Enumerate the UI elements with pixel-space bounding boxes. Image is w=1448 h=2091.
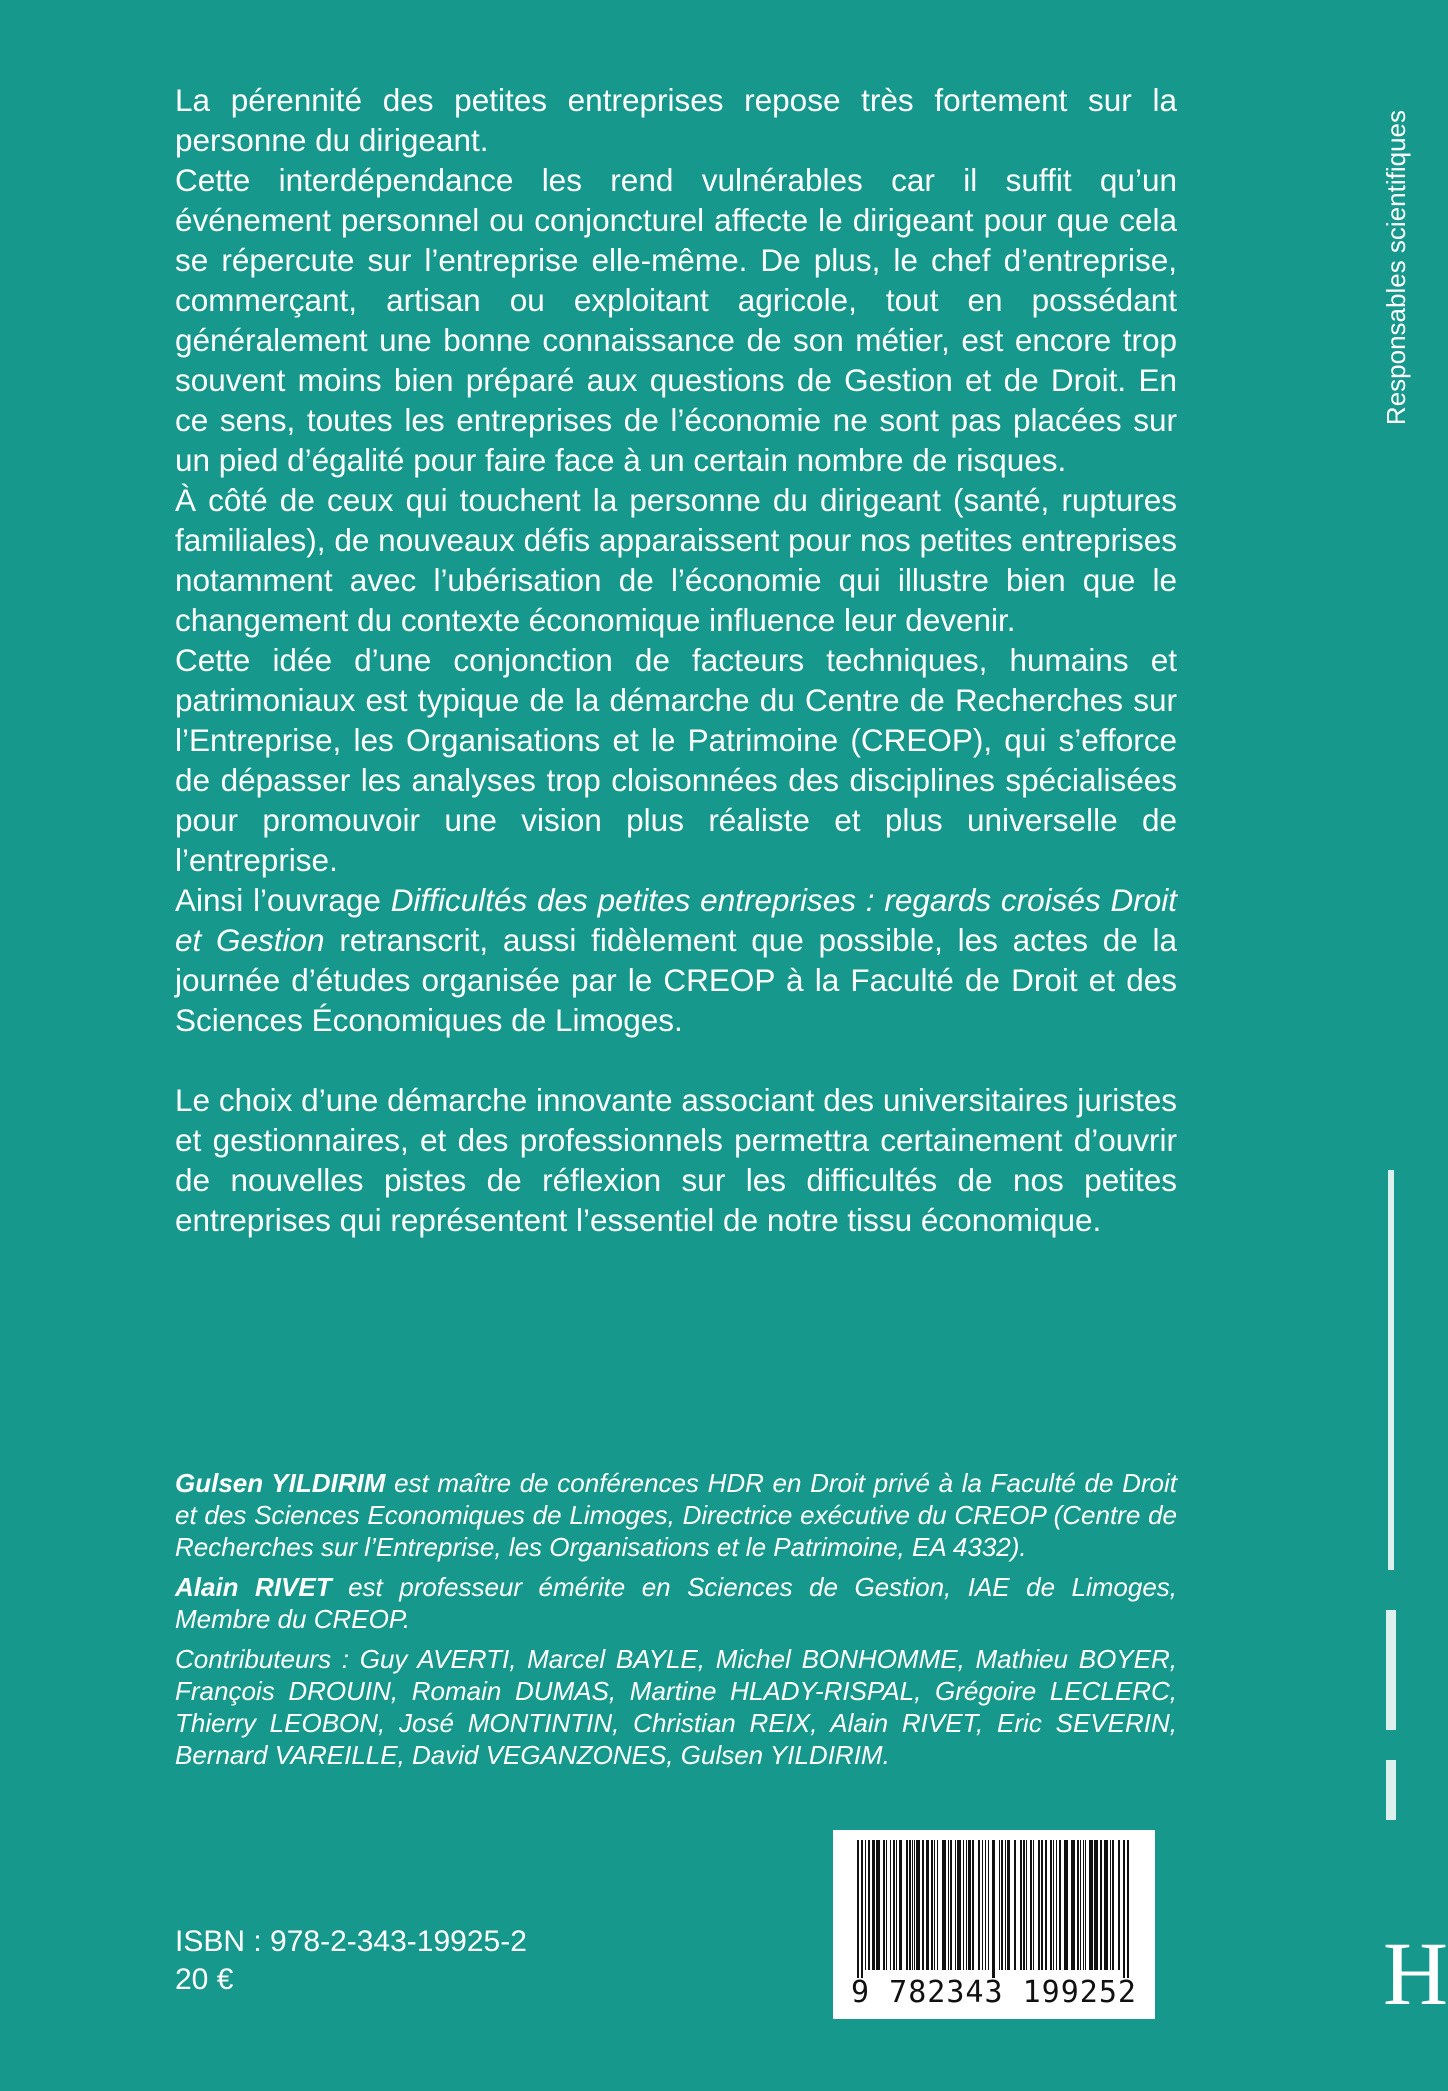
barcode-bar: [957, 1840, 961, 1970]
barcode-bar: [1112, 1840, 1114, 1970]
barcode-bar: [857, 1840, 859, 1978]
barcode-bar: [966, 1840, 967, 1970]
abstract-paragraph-5: [175, 880, 1177, 1040]
spine-title-strip-2: [1386, 1610, 1396, 1730]
barcode-bar: [1023, 1840, 1025, 1970]
barcode-bar: [899, 1840, 902, 1970]
barcode-bar: [1038, 1840, 1040, 1970]
barcode-bar: [1033, 1840, 1034, 1970]
barcode-bar: [912, 1840, 913, 1970]
barcode-bar: [868, 1840, 870, 1970]
barcode-bar: [1083, 1840, 1084, 1970]
abstract-paragraph-1: La pérennité des petites entreprises repose très fortement sur la personne du dirigeant.: [175, 82, 1177, 158]
barcode-bar: [865, 1840, 866, 1970]
barcode-bars: [833, 1830, 1155, 1980]
author-1-description: est maître de conférences HDR en Droit privé à la Faculté de Droit et des Sciences Economiques de Limoges, Directrice exécutive du CREOP (Centre de Recherches sur l’Entreprise, les Organisations et le Patrimoine, EA 4332).: [175, 1468, 1177, 1562]
spine-title-strip-3: [1386, 1760, 1396, 1820]
barcode-bar: [1085, 1840, 1086, 1970]
barcode-bar: [1053, 1840, 1054, 1970]
barcode-bar: [1089, 1840, 1093, 1970]
barcode-bar: [1050, 1840, 1052, 1970]
barcode-bar: [1123, 1840, 1125, 1978]
barcode-bar: [950, 1840, 952, 1970]
author-1-name: Gulsen YILDIRIM: [175, 1468, 386, 1498]
abstract-paragraph-3: À côté de ceux qui touchent la personne du dirigeant (santé, ruptures familiales), de nouveaux défis apparaissent pour nos petites entreprises notamment avec l’ubérisation de l’économie qui illustre bien que le changement du contexte économique influence leur devenir.: [175, 482, 1177, 638]
barcode-bar: [1026, 1840, 1027, 1970]
abstract: [175, 80, 1177, 1240]
barcode-bar: [1127, 1840, 1129, 1978]
book-title: Difficultés des petites entreprises : regards croisés Droit et Gestion: [175, 882, 1177, 958]
barcode-bar: [1045, 1840, 1047, 1970]
barcode-bar: [968, 1840, 971, 1970]
abstract-paragraph-6: Le choix d’une démarche innovante associant des universitaires juristes et gestionnaires, et des professionnels permettra certainement d’ouvrir de nouvelles pistes de réflexion sur les difficultés de nos petites entreprises qui représentent l’essentiel de notre tissu économique.: [175, 1082, 1177, 1238]
abstract-p5-start: Ainsi l’ouvrage: [175, 882, 391, 918]
barcode-bar: [1094, 1840, 1098, 1970]
abstract-p5-end: retranscrit, aussi fidèlement que possible, les actes de la journée d’études organisée par le CREOP à la Faculté de Droit et des Sciences Économiques de Limoges.: [175, 922, 1177, 1038]
barcode-bar: [942, 1840, 946, 1970]
barcode-bar: [890, 1840, 891, 1970]
barcode-bar: [861, 1840, 863, 1978]
spine-label: Responsables scientifiques: [1381, 110, 1411, 426]
barcode-bar: [906, 1840, 908, 1970]
barcode-bar: [1020, 1840, 1022, 1970]
barcode-bar: [872, 1840, 875, 1970]
barcode-bar: [955, 1840, 956, 1970]
author-2-description: est professeur émérite en Sciences de Gestion, IAE de Limoges, Membre du CREOP.: [175, 1572, 1177, 1634]
contributors: Contributeurs : Guy AVERTI, Marcel BAYLE, Michel BONHOMME, Mathieu BOYER, François DROUIN, Romain DUMAS, Martine HLADY-RISPAL, Grégoire LECLERC, Thierry LEOBON, José MONTINTIN, Christian REIX, Alain RIVET, Eric SEVERIN, Bernard VAREILLE, David VEGANZONES, Gulsen YILDIRIM.: [175, 1644, 1177, 1770]
barcode-bar: [922, 1840, 924, 1970]
barcode-bar: [992, 1840, 995, 1978]
barcode-bar: [893, 1840, 895, 1970]
barcode-bar: [1059, 1840, 1061, 1970]
barcode-bar: [914, 1840, 915, 1970]
barcode-bar: [1110, 1840, 1111, 1970]
barcode-bar: [916, 1840, 920, 1970]
isbn: ISBN : 978-2-343-19925-2: [175, 1925, 527, 1958]
barcode-bar: [982, 1840, 983, 1970]
barcode: [833, 1830, 1155, 2019]
barcode-bar: [1118, 1840, 1120, 1970]
barcode-digits: 9 782343 199252: [851, 1975, 1137, 2010]
author-bios: [175, 1467, 1177, 1779]
publisher-logo: H: [1383, 1925, 1448, 2024]
barcode-bar: [985, 1840, 986, 1970]
barcode-bar: [876, 1840, 880, 1970]
barcode-bar: [963, 1840, 964, 1970]
barcode-bar: [1104, 1840, 1108, 1970]
barcode-bar: [1007, 1840, 1010, 1970]
barcode-bar: [909, 1840, 911, 1970]
barcode-bar: [1030, 1840, 1032, 1970]
barcode-bar: [1064, 1840, 1068, 1970]
barcode-bar: [1077, 1840, 1079, 1970]
barcode-bar: [1005, 1840, 1006, 1970]
barcode-bar: [926, 1840, 929, 1970]
author-2-name: Alain RIVET: [175, 1572, 332, 1602]
barcode-bar: [988, 1840, 989, 1970]
barcode-bar: [972, 1840, 974, 1970]
barcode-bar: [937, 1840, 938, 1970]
abstract-paragraph-4: Cette idée d’une conjonction de facteurs techniques, humains et patrimoniaux est typique de la démarche du Centre de Recherches sur l’Entreprise, les Organisations et le Patrimoine (CREOP), qui s’efforce de dépasser les analyses trop cloisonnées des disciplines spécialisées pour promouvoir une vision plus réaliste et plus universelle de l’entreprise.: [175, 642, 1177, 878]
author-2-bio: [175, 1571, 1177, 1635]
barcode-bar: [883, 1840, 885, 1970]
barcode-bar: [1041, 1840, 1043, 1970]
barcode-bar: [999, 1840, 1000, 1970]
barcode-bar: [978, 1840, 980, 1970]
barcode-bar: [1080, 1840, 1081, 1970]
barcode-bar: [1071, 1840, 1075, 1970]
barcode-bar: [896, 1840, 897, 1970]
barcode-bar: [934, 1840, 935, 1970]
barcode-bar: [1014, 1840, 1016, 1970]
price: 20 €: [175, 1963, 234, 1996]
spine-title-strip: [1388, 1170, 1394, 1570]
barcode-bar: [1100, 1840, 1102, 1970]
barcode-bar: [1056, 1840, 1057, 1970]
isbn-block: [175, 1923, 527, 1999]
author-1-bio: [175, 1467, 1177, 1563]
barcode-bar: [1001, 1840, 1003, 1970]
barcode-bar: [931, 1840, 933, 1970]
barcode-bar: [948, 1840, 949, 1970]
abstract-paragraph-2: Cette interdépendance les rend vulnérables car il suffit qu’un événement personnel ou conjoncturel affecte le dirigeant pour que cela se répercute sur l’entreprise elle-même. De plus, le chef d’entreprise, commerçant, artisan ou exploitant agricole, tout en possédant généralement une bonne connaissance de son métier, est encore trop souvent moins bien préparé aux questions de Gestion et de Droit. En ce sens, toutes les entreprises de l’économie ne sont pas placées sur un pied d’égalité pour faire face à un certain nombre de risques.: [175, 162, 1177, 478]
barcode-bar: [886, 1840, 887, 1970]
